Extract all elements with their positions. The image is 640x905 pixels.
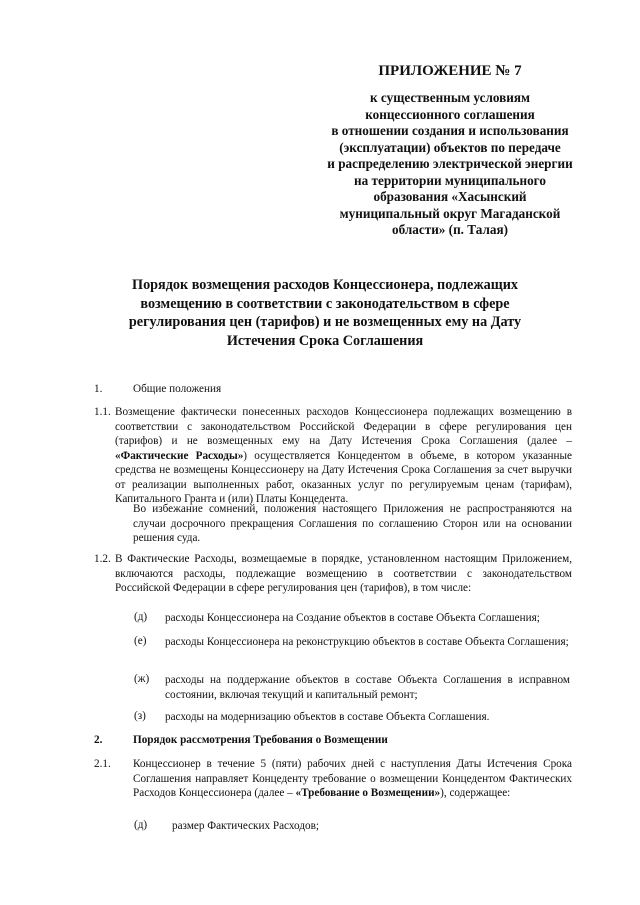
- clause-1-1-text-b: ) осуществляется Концедентом в объеме, в котором указанные средства не возмещены Концессионеру на Дату Истечения Срока Соглашения за счет выручки от реализации выполненных работ, оказанных услуг по регулируемым ценам (тарифам), Капитального Гранта и (или) Платы Концедента.: [115, 449, 573, 505]
- list-item-label: (з): [134, 710, 146, 722]
- document-title-line: Истечения Срока Соглашения: [226, 332, 424, 349]
- appendix-subtitle-line: области» (п. Талая): [392, 222, 508, 237]
- section-2-number: 2.: [94, 734, 103, 746]
- appendix-title: ПРИЛОЖЕНИЕ № 7: [378, 63, 522, 79]
- appendix-subtitle-line: муниципальный округ Магаданской: [339, 205, 561, 221]
- document-title-line: Порядок возмещения расходов Концессионера, подлежащих: [132, 277, 518, 293]
- list-item-label: (е): [134, 635, 147, 647]
- appendix-subtitle-line: (эксплуатации) объектов по передаче: [339, 139, 561, 155]
- section-2-heading: Порядок рассмотрения Требования о Возмещении: [133, 734, 388, 746]
- appendix-subtitle-line: к существенным условиям: [370, 90, 530, 105]
- list-item-label: (д): [134, 819, 148, 831]
- section-1-number: 1.: [94, 383, 103, 395]
- document-title-line: регулирования цен (тарифов) и не возмещенных ему на Дату: [128, 314, 522, 330]
- appendix-subtitle-line: образования «Хасынский: [373, 189, 527, 204]
- document-title: [110, 276, 540, 350]
- section-1-heading: Общие положения: [133, 383, 222, 395]
- defined-term-actual-expenses: «Фактические Расходы»: [115, 449, 244, 462]
- clause-1-1-number: 1.1.: [94, 406, 111, 418]
- clause-2-1-number: 2.1.: [94, 758, 111, 770]
- defined-term-reimbursement-claim: «Требование о Возмещении»: [295, 787, 441, 799]
- clause-2-1-text-b: ), содержащее:: [440, 787, 511, 799]
- clause-2-1-text: [133, 757, 572, 801]
- clause-1-1-note: Во избежание сомнений, положения настоящего Приложения не распространяются на случаи досрочного прекращения Соглашения по соглашению Сторон или на основании решения суда.: [133, 503, 572, 544]
- clause-1-1-text-a: Возмещение фактически понесенных расходов Концессионера подлежащих возмещению в соответствии с законодательством Российской Федерации в сфере регулирования цен (тарифов) и не возмещенных ему на Дату Истечения Срока Соглашения (далее –: [115, 406, 572, 447]
- clause-2-1-text-a: Концессионер в течение 5 (пяти) рабочих дней с наступления Даты Истечения Срока Соглашения направляет Концеденту требование о возмещении Концедентом Фактических Расходов Концессионера (далее –: [133, 758, 572, 799]
- appendix-subtitle-line: на территории муниципального: [354, 172, 546, 188]
- list-item-text: расходы на модернизацию объектов в составе Объекта Соглашения.: [165, 711, 490, 723]
- appendix-subtitle-line: концессионного соглашения: [365, 106, 535, 122]
- clause-1-2-text: В Фактические Расходы, возмещаемые в порядке, установленном настоящим Приложением, включаются расходы, подлежащие возмещению в соответствии с законодательством Российской Федерации в сфере регулирования цен (тарифов), в том числе:: [115, 553, 572, 594]
- list-item-label: (д): [134, 611, 148, 623]
- appendix-header: [300, 62, 600, 239]
- appendix-subtitle-line: в отношении создания и использования: [331, 123, 569, 138]
- list-item-text: размер Фактических Расходов;: [172, 820, 319, 832]
- document-title-line: возмещению в соответствии с законодательством в сфере: [140, 295, 510, 312]
- appendix-subtitle-line: и распределению электрической энергии: [327, 156, 573, 171]
- appendix-subtitle: [300, 90, 600, 239]
- clause-1-2-number: 1.2.: [94, 553, 111, 565]
- list-item-text: расходы на поддержание объектов в составе Объекта Соглашения в исправном состоянии, включая текущий и капитальный ремонт;: [165, 674, 570, 701]
- list-item-text: расходы Концессионера на Создание объектов в составе Объекта Соглашения;: [165, 612, 540, 624]
- list-item-text: расходы Концессионера на реконструкцию объектов в составе Объекта Соглашения;: [165, 636, 569, 648]
- list-item-label: (ж): [134, 673, 150, 685]
- clause-1-1-text: [115, 405, 572, 507]
